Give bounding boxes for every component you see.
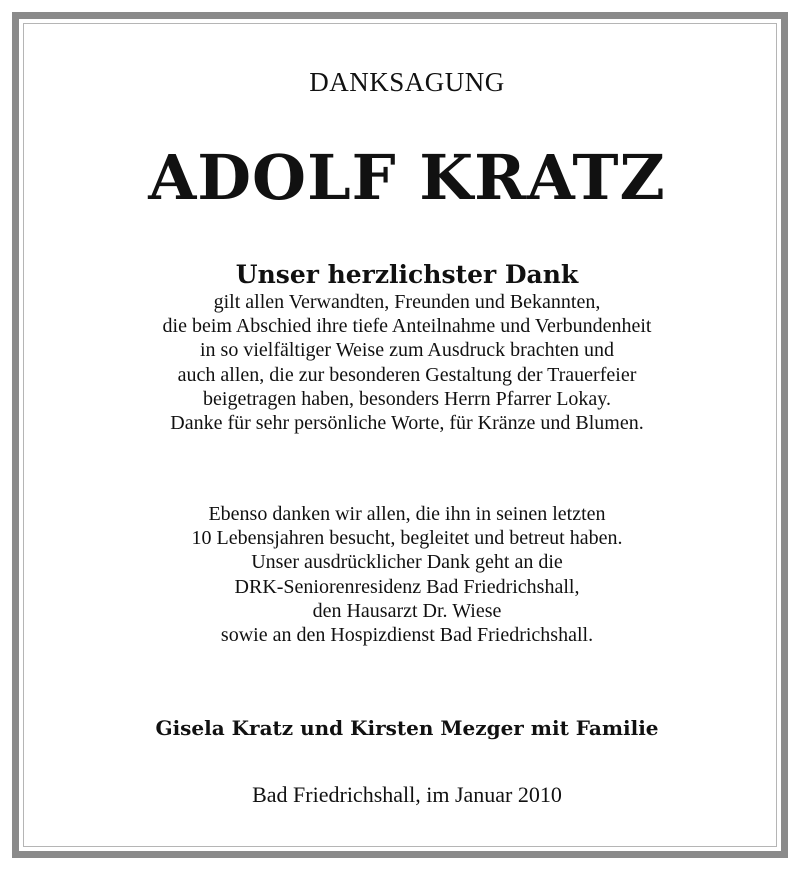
text-line: DRK-Seniorenresidenz Bad Friedrichshall, (234, 575, 580, 598)
text-line: Danke für sehr persönliche Worte, für Kränze und Blumen. (170, 412, 644, 435)
text-line: Ebenso danken wir allen, die ihn in seinen letzten (208, 503, 606, 525)
text-line: den Hausarzt Dr. Wiese (312, 599, 502, 622)
signature: Gisela Kratz und Kirsten Mezger mit Familie (155, 716, 659, 740)
text-line: 10 Lebensjahren besucht, begleitet und betreut haben. (191, 527, 623, 550)
text-line: auch allen, die zur besonderen Gestaltung der Trauerfeier (177, 363, 637, 386)
notice-content (19, 19, 795, 865)
text-line: in so vielfältiger Weise zum Ausdruck brachten und (199, 339, 615, 362)
deceased-name: ADOLF KRATZ (148, 141, 666, 214)
text-line: beigetragen haben, besonders Herrn Pfarrer Lokay. (203, 387, 611, 410)
text-line: die beim Abschied ihre tiefe Anteilnahme und Verbundenheit (162, 315, 652, 338)
place-date: Bad Friedrichshall, im Januar 2010 (252, 782, 562, 807)
notice-frame (12, 12, 788, 858)
text-line: gilt allen Verwandten, Freunden und Bekannten, (213, 291, 601, 313)
notice-subtitle: Unser herzlichster Dank (235, 260, 579, 289)
thanks-paragraph-2 (19, 502, 795, 647)
text-line: Unser ausdrücklicher Dank geht an die (251, 551, 563, 574)
thanks-paragraph-1 (19, 290, 795, 435)
text-line: sowie an den Hospizdienst Bad Friedrichshall. (220, 624, 594, 647)
notice-header: DANKSAGUNG (309, 67, 505, 97)
